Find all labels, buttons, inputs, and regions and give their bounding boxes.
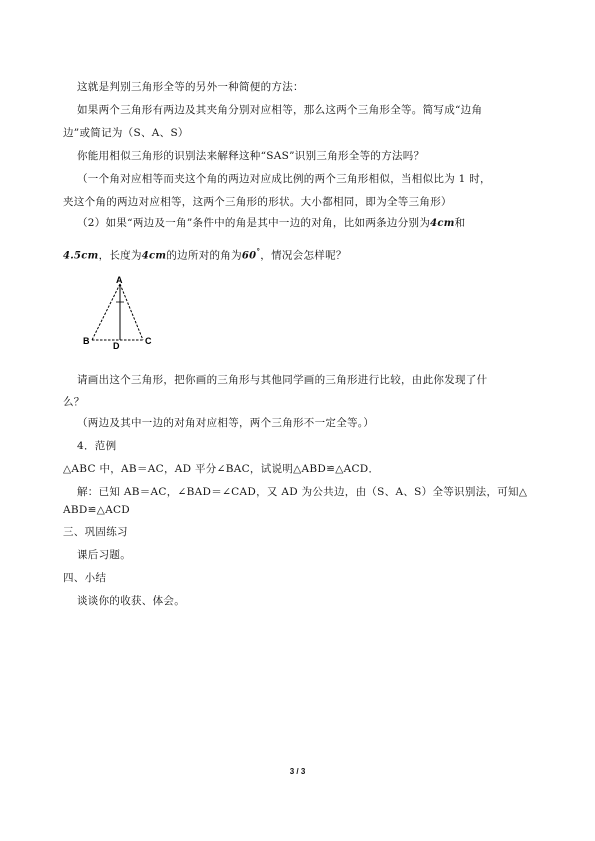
paragraph-line-6: 夹这个角的两边对应相等，这两个三角形的形状。大小都相同，即为全等三角形） <box>63 196 452 208</box>
paragraph-line-8-text-c: ，情况会怎样呢？ <box>260 249 347 262</box>
practice-text: 课后习题。 <box>77 549 131 561</box>
example-solution-line-1: 解：已知 AB＝AC，∠BAD＝∠CAD，又 AD 为公共边，由（S、A、S）全等识别法，可知△ <box>77 486 528 498</box>
section-heading-example: 4．范例 <box>77 440 117 452</box>
vertex-label-a: A <box>116 275 123 285</box>
paragraph-line-5: （一个角对应相等而夹这个角的两边对应成比例的两个三角形相似，当相似比为 1 时， <box>77 173 491 185</box>
paragraph-line-7-text-b: 和 <box>454 217 466 229</box>
section-heading-practice: 三、巩固练习 <box>63 526 128 538</box>
paragraph-line-9: 请画出这个三角形，把你画的三角形与其他同学画的三角形进行比较，由此你发现了什 <box>77 374 488 386</box>
section-heading-summary: 四、小结 <box>63 572 107 584</box>
degree-symbol: ° <box>256 247 261 256</box>
vertex-label-b: B <box>83 336 90 346</box>
vertex-label-c: C <box>145 336 152 346</box>
math-4cm: 4cm <box>430 218 455 229</box>
paragraph-line-7-text-a: （2）如果“两边及一角”条件中的角是其中一边的对角，比如两条边分别为 <box>77 217 431 229</box>
paragraph-line-2: 如果两个三角形有两边及其夹角分别对应相等，那么这两个三角形全等。简写成“边角 <box>77 104 483 116</box>
paragraph-line-10: 么？ <box>63 396 85 408</box>
example-problem: △ABC 中，AB＝AC，AD 平分∠BAC，试说明△ABD≌△ACD． <box>63 463 380 475</box>
math-60: 60 <box>241 250 257 262</box>
triangle-side-ac <box>120 284 143 340</box>
paragraph-line-7 <box>77 216 465 231</box>
paragraph-line-11: （两边及其中一边的对角对应相等，两个三角形不一定全等。） <box>77 417 375 429</box>
math-4-5cm: 4.5cm <box>63 250 99 262</box>
paragraph-line-8-text-a: ，长度为 <box>98 249 142 262</box>
paragraph-line-3: 边”或简记为（S、A、S） <box>63 127 189 139</box>
example-solution-line-2: ABD≌△ACD <box>63 504 131 516</box>
triangle-figure <box>76 272 156 354</box>
vertex-label-d: D <box>113 341 120 351</box>
triangle-side-ab <box>92 284 120 340</box>
page-number: 3 / 3 <box>289 767 306 776</box>
math-4cm-2: 4cm <box>141 250 167 262</box>
paragraph-line-8-text-b: 的边所对的角为 <box>166 249 242 262</box>
paragraph-line-1: 这就是判别三角形全等的另外一种简便的方法： <box>77 81 304 93</box>
paragraph-line-4: 你能用相似三角形的识别法来解释这种“SAS”识别三角形全等的方法吗？ <box>77 150 425 162</box>
paragraph-line-8 <box>63 245 347 264</box>
summary-text: 谈谈你的收获、体会。 <box>77 595 185 607</box>
